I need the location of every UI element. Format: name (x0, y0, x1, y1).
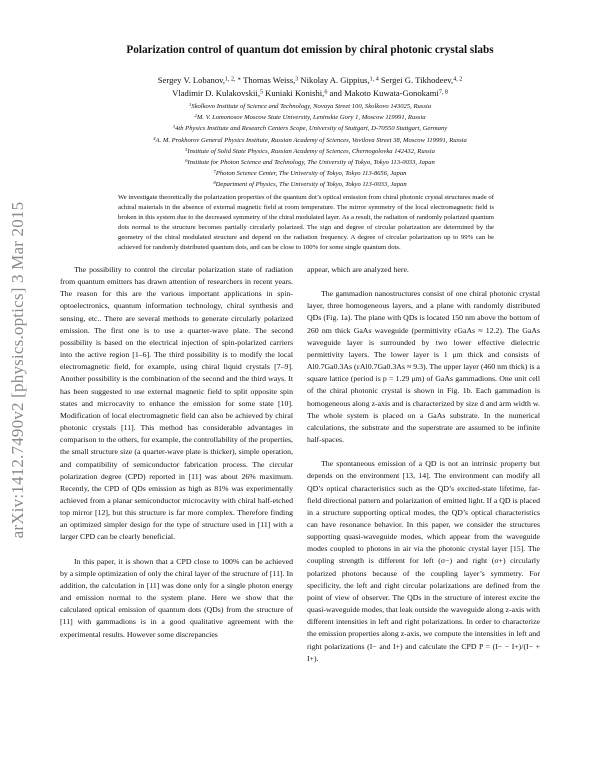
affiliation-text: Institute for Photon Science and Technology, The University of Tokyo, Tokyo 113-0033, Japan (187, 159, 435, 167)
affiliation (60, 179, 560, 190)
affiliation (60, 168, 560, 179)
author-list (60, 74, 560, 100)
affiliation-number: 4 (153, 135, 156, 141)
paragraph: The spontaneous emission of a QD is not an intrinsic property but depends on the environment [13, 14]. The environment can modify all QD’s optical characteristics such as the QD’s excited-state lifetime, far-field directional pattern and polarization of emitted light. If a QD is placed in a structure supporting optical modes, the QD’s optical characteristics can have resonance behavior. In this paper, we consider the structures supporting quasi-waveguide modes, which appear from the waveguide modes coupled to photons in air via the photonic crystal layer [15]. The coupling strength is different for left (σ−) and right (σ+) circularly polarized photons because of the coupling layer’s symmetry. For specificity, the left and right circular polarizations are defined from the point of view of observer. The QDs in the structure of interest excite the quasi-waveguide modes, that leak outside the waveguide along z-axis with different intensities in left and right polarizations. In order to characterize the emission properties along z-axis, we compute the intensities in left and right polarizations (I− and I+) and calculate the CPD P = (I− − I+)/(I− + I+). (307, 459, 540, 663)
affiliation-text: Department of Physics, The University of Tokyo, Tokyo 113-0033, Japan (215, 181, 407, 189)
affiliation-number: 5 (185, 146, 188, 152)
affiliation-text: Skolkovo Institute of Science and Technology, Novaya Street 100, Skolkovo 143025, Russia (191, 103, 432, 110)
affiliation (60, 112, 560, 123)
affiliation-text: M. V. Lomonosov Moscow State University, Leninskie Gory 1, Moscow 119991, Russia (196, 114, 426, 122)
affiliation-text: A. M. Prokhorov General Physics Institute, Russian Academy of Sciences, Vavilova Street 38, Moscow 119991, Russia (155, 136, 467, 144)
affiliation-number: 1 (188, 101, 192, 107)
author-gippius-affil: 1, 4 (369, 76, 379, 83)
author-kuwata-gonokami: and Makoto Kuwata-Gonokami (327, 88, 439, 98)
authors-line-1 (60, 74, 560, 87)
author-tikhodeev: Sergei G. Tikhodeev, (378, 75, 454, 85)
affiliation-number: 2 (194, 113, 197, 119)
arxiv-id-text: arXiv:1412.7490v2 [physics.optics] 3 Mar 2015 (8, 201, 27, 539)
author-tikhodeev-affil: 4, 2 (453, 76, 463, 83)
arxiv-identifier (4, 150, 32, 590)
affiliation (60, 101, 560, 112)
author-konishi-affil: 6 (324, 89, 328, 96)
paragraph-continued: appear, which are analyzed here. (307, 265, 409, 274)
author-konishi: Kuniaki Konishi, (262, 88, 325, 98)
author-weiss: Thomas Weiss, (241, 75, 296, 85)
paragraph: The possibility to control the circular polarization state of radiation from quantum emitters has drawn attention of researchers in recent years. The reason for this are the various important applications in spin-optoelectronics, quantum information technology, chiral synthesis and sensing, etc.. There are several methods to generate circularly polarized emission. The first one is to use a quarter-wave plate. The second possibility is based on the electrical injection of spin-polarized carriers into the active region [1–6]. The third possibility is to modify the local electromagnetic field, for example, using chiral liquid crystals [7–9]. Another possibility is the combination of the second and the third ways. It has been suggested to use external magnetic field to split opposite spin states and microcavity to enhance the emission for some state [10]. Modification of local electromagnetic field can also be achieved by chiral photonic crystals [11]. This method has considerable advantages in comparison to the others, for example, the controllability of the properties, the small structure size (a quarter-wave plate is thicker), simple operation, and compatibility of semiconductor fabrication process. The circular polarization degree (CPD) reported in [11] was about 26% maximum. Recently, the CPD of QDs emission as high as 81% was experimentally achieved from a planar semiconductor microcavity with chiral half-etched top mirror [12], but this structure is far more complex. Therefore finding an optimized simpler design for the type of structure used in [11] with a larger CPD can be clearly beneficial. (60, 265, 293, 542)
affiliation-list (60, 101, 560, 191)
author-gippius: Nikolay A. Gippius, (298, 75, 370, 85)
paragraph: The gammadion nanostructures consist of one chiral photonic crystal layer, three homogeneous layers, and a plane with randomly distributed QDs (Fig. 1a). The plane with QDs is located 150 nm above the bottom of 260 nm thick GaAs waveguide (permittivity εGaAs ≈ 12.2). The GaAs waveguide layer is surrounded by two lower effective dielectric permittivity layers. The lower layer is 1 μm thick and consists of Al0.7Ga0.3As (εAl0.7Ga0.3As ≈ 9.3). The upper layer (460 nm thick) is a square lattice (period is p = 1.29 μm) of GaAs gammadions. One unit cell of the chiral photonic crystal is shown in Fig. 1b. Each gammadion is homogeneous along z-axis and is characterized by size d and arm width w. The whole system is placed on a GaAs substrate. In the numerical calculations, the substrate and the superstrate are assumed to be infinite half-spaces. (307, 289, 540, 445)
affiliation-text: Photon Science Center, The University of Tokyo, Tokyo 113-8656, Japan (215, 170, 407, 178)
affiliation (60, 146, 560, 157)
affiliation-number: 8 (213, 180, 216, 186)
affiliation (60, 135, 560, 146)
paper-title: Polarization control of quantum dot emission by chiral photonic crystal slabs (126, 44, 494, 56)
abstract: We investigate theoretically the polarization properties of the quantum dot’s optical emission from chiral photonic crystal structures made of achiral materials in the absence of external magnetic field at room temperature. The mirror symmetry of the local electromagnetic field is broken in this system due to the decreased symmetry of the chiral modulated layer. As a result, the radiation of randomly polarized quantum dots normal to the structure becomes partially circularly polarized. The sign and degree of circular polarization are determined by the geometry of the chiral modulated structure and depend on the radiation frequency. A degree of circular polarization up to 99% can be achieved for randomly distributed quantum dots, and can be close to 100% for some single quantum dots. (118, 194, 494, 252)
affiliation (60, 123, 560, 134)
author-kulakovskii: Vladimir D. Kulakovskii, (172, 88, 260, 98)
paragraph: In this paper, it is shown that a CPD close to 100% can be achieved by a simple optimization of only the chiral layer of the structure of [11]. In addition, the calculation in [11] was done only for a single photon energy and emission normal to the system plane. Here we show that the calculated optical emission of quantum dots (QDs) from the structure of [11] with gammadions is in a good qualitative agreement with the experimental results. However some discrepancies (60, 556, 293, 639)
author-kulakovskii-affil: 5 (259, 89, 263, 96)
right-column (307, 264, 540, 665)
author-lobanov: Sergey V. Lobanov, (157, 75, 225, 85)
authors-line-2 (60, 87, 560, 100)
affiliation-number: 6 (185, 157, 188, 163)
author-lobanov-affil: 1, 2, ∗ (225, 76, 242, 83)
left-column (60, 264, 293, 641)
affiliation-number: 7 (213, 169, 216, 175)
affiliation-text: 4th Physics Institute and Research Centers Scope, University of Stuttgart, D-70550 Stuttgart, Germany (175, 125, 448, 133)
affiliation-number: 3 (172, 124, 176, 130)
author-kuwata-gonokami-affil: 7, 8 (438, 89, 448, 96)
affiliation-text: Institute of Solid State Physics, Russian Academy of Sciences, Chernogolovka 142432, Russia (187, 147, 435, 155)
author-weiss-affil: 3 (295, 76, 299, 83)
affiliation (60, 157, 560, 168)
